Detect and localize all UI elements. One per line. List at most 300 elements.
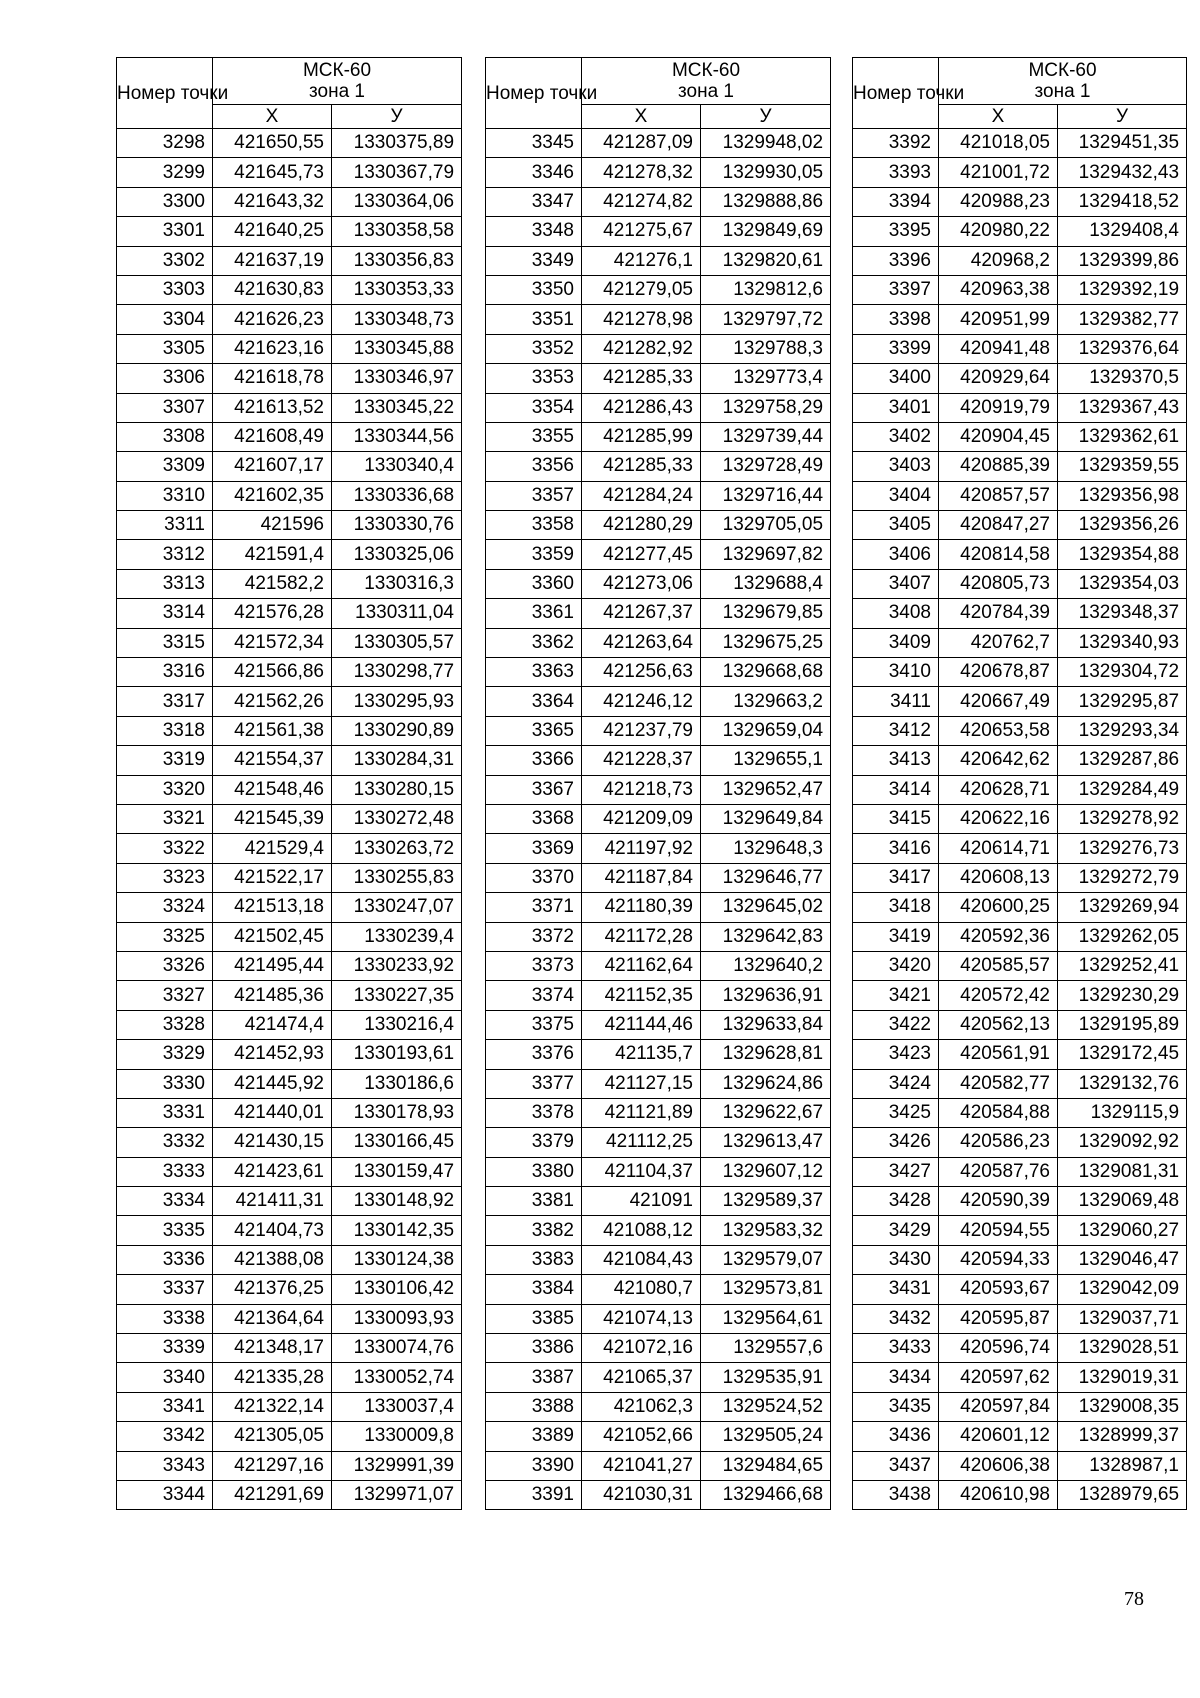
x-coordinate-cell: 421602,35 (213, 481, 332, 510)
x-coordinate-cell: 421209,09 (582, 804, 701, 833)
y-coordinate-cell: 1329640,2 (701, 951, 831, 980)
point-number-cell: 3377 (486, 1069, 582, 1098)
y-coordinate-cell: 1328979,65 (1058, 1480, 1187, 1509)
y-coordinate-cell: 1329304,72 (1058, 658, 1187, 687)
table-row (853, 217, 1187, 246)
point-number-cell: 3370 (486, 863, 582, 892)
x-coordinate-cell: 421297,16 (213, 1451, 332, 1480)
y-coordinate-cell: 1329359,55 (1058, 452, 1187, 481)
y-coordinate-cell: 1329028,51 (1058, 1334, 1187, 1363)
x-column-header: Х (213, 105, 332, 129)
point-number-cell: 3299 (117, 158, 213, 187)
x-coordinate-cell: 420597,84 (939, 1392, 1058, 1421)
x-coordinate-cell: 420951,99 (939, 305, 1058, 334)
y-coordinate-cell: 1330272,48 (332, 804, 462, 833)
y-column-header: У (332, 105, 462, 129)
point-number-cell: 3425 (853, 1098, 939, 1127)
table-row (486, 364, 831, 393)
table-row (486, 951, 831, 980)
point-number-cell: 3317 (117, 687, 213, 716)
point-number-cell: 3433 (853, 1334, 939, 1363)
table-row (117, 246, 462, 275)
y-coordinate-cell: 1329295,87 (1058, 687, 1187, 716)
point-number-cell: 3305 (117, 334, 213, 363)
point-number-header: Номер точки (486, 58, 582, 129)
x-coordinate-cell: 420968,2 (939, 246, 1058, 275)
x-coordinate-cell: 421218,73 (582, 775, 701, 804)
y-coordinate-cell: 1329132,76 (1058, 1069, 1187, 1098)
table-row (486, 569, 831, 598)
table-row (486, 275, 831, 304)
y-coordinate-cell: 1330186,6 (332, 1069, 462, 1098)
y-coordinate-cell: 1329287,86 (1058, 746, 1187, 775)
point-number-cell: 3318 (117, 716, 213, 745)
y-coordinate-cell: 1329849,69 (701, 217, 831, 246)
point-number-cell: 3309 (117, 452, 213, 481)
table-row (117, 687, 462, 716)
x-coordinate-cell: 421104,37 (582, 1157, 701, 1186)
x-coordinate-cell: 420572,42 (939, 981, 1058, 1010)
point-number-cell: 3413 (853, 746, 939, 775)
x-coordinate-cell: 421291,69 (213, 1480, 332, 1509)
y-coordinate-cell: 1330367,79 (332, 158, 462, 187)
x-coordinate-cell: 421637,19 (213, 246, 332, 275)
x-coordinate-cell: 421285,99 (582, 422, 701, 451)
table-row (853, 422, 1187, 451)
point-number-cell: 3401 (853, 393, 939, 422)
x-coordinate-cell: 421152,35 (582, 981, 701, 1010)
x-coordinate-cell: 421080,7 (582, 1275, 701, 1304)
y-coordinate-cell: 1329607,12 (701, 1157, 831, 1186)
table-row (853, 246, 1187, 275)
table-row (853, 981, 1187, 1010)
table-row (117, 1334, 462, 1363)
x-coordinate-cell: 420678,87 (939, 658, 1058, 687)
y-coordinate-cell: 1329042,09 (1058, 1275, 1187, 1304)
point-number-header: Номер точки (117, 58, 213, 129)
x-coordinate-cell: 421084,43 (582, 1245, 701, 1274)
table-row (117, 834, 462, 863)
table-row (853, 1480, 1187, 1509)
table-row (117, 129, 462, 158)
y-coordinate-cell: 1329758,29 (701, 393, 831, 422)
table-row (486, 305, 831, 334)
table-row (117, 1275, 462, 1304)
point-number-cell: 3399 (853, 334, 939, 363)
y-coordinate-cell: 1329633,84 (701, 1010, 831, 1039)
y-coordinate-cell: 1329589,37 (701, 1187, 831, 1216)
y-coordinate-cell: 1329354,03 (1058, 569, 1187, 598)
point-number-cell: 3409 (853, 628, 939, 657)
y-coordinate-cell: 1329557,6 (701, 1334, 831, 1363)
y-coordinate-cell: 1329728,49 (701, 452, 831, 481)
y-coordinate-cell: 1329797,72 (701, 305, 831, 334)
point-number-cell: 3338 (117, 1304, 213, 1333)
point-number-cell: 3406 (853, 540, 939, 569)
x-coordinate-cell: 421135,7 (582, 1040, 701, 1069)
point-number-cell: 3313 (117, 569, 213, 598)
point-number-cell: 3390 (486, 1451, 582, 1480)
table-row (853, 658, 1187, 687)
y-coordinate-cell: 1330142,35 (332, 1216, 462, 1245)
x-coordinate-cell: 420594,55 (939, 1216, 1058, 1245)
x-coordinate-cell: 420762,7 (939, 628, 1058, 657)
y-coordinate-cell: 1329376,64 (1058, 334, 1187, 363)
y-coordinate-cell: 1329645,02 (701, 893, 831, 922)
table-row (853, 1422, 1187, 1451)
y-coordinate-cell: 1329624,86 (701, 1069, 831, 1098)
x-coordinate-cell: 420585,57 (939, 951, 1058, 980)
x-coordinate-cell: 420988,23 (939, 187, 1058, 216)
x-coordinate-cell: 421650,55 (213, 129, 332, 158)
table-row (117, 1157, 462, 1186)
x-coordinate-cell: 420601,12 (939, 1422, 1058, 1451)
point-number-cell: 3408 (853, 599, 939, 628)
point-number-cell: 3376 (486, 1040, 582, 1069)
x-coordinate-cell: 421608,49 (213, 422, 332, 451)
table-row (853, 775, 1187, 804)
x-coordinate-cell: 421423,61 (213, 1157, 332, 1186)
point-number-cell: 3398 (853, 305, 939, 334)
point-number-cell: 3321 (117, 804, 213, 833)
y-coordinate-cell: 1329362,61 (1058, 422, 1187, 451)
table-row (853, 1010, 1187, 1039)
y-coordinate-cell: 1329408,4 (1058, 217, 1187, 246)
point-number-cell: 3356 (486, 452, 582, 481)
point-number-cell: 3411 (853, 687, 939, 716)
x-coordinate-cell: 420847,27 (939, 511, 1058, 540)
x-coordinate-cell: 420885,39 (939, 452, 1058, 481)
table-row (486, 452, 831, 481)
y-coordinate-cell: 1329697,82 (701, 540, 831, 569)
table-row (486, 1363, 831, 1392)
x-coordinate-cell: 420857,57 (939, 481, 1058, 510)
point-number-cell: 3417 (853, 863, 939, 892)
table-row (486, 1304, 831, 1333)
coordinate-system-label: МСК-60 (671, 60, 741, 81)
y-coordinate-cell: 1329252,41 (1058, 951, 1187, 980)
point-number-cell: 3345 (486, 129, 582, 158)
x-coordinate-cell: 421001,72 (939, 158, 1058, 187)
x-coordinate-cell: 421285,33 (582, 452, 701, 481)
table-row (117, 1304, 462, 1333)
point-number-cell: 3384 (486, 1275, 582, 1304)
point-number-cell: 3438 (853, 1480, 939, 1509)
point-number-cell: 3336 (117, 1245, 213, 1274)
table-row (117, 334, 462, 363)
table-row (486, 804, 831, 833)
table-row (853, 1304, 1187, 1333)
y-coordinate-cell: 1329451,35 (1058, 129, 1187, 158)
y-coordinate-cell: 1329370,5 (1058, 364, 1187, 393)
point-number-cell: 3393 (853, 158, 939, 187)
x-coordinate-cell: 421273,06 (582, 569, 701, 598)
table-row (117, 1363, 462, 1392)
y-coordinate-cell: 1329705,05 (701, 511, 831, 540)
point-number-cell: 3378 (486, 1098, 582, 1127)
point-number-cell: 3412 (853, 716, 939, 745)
x-coordinate-cell: 421561,38 (213, 716, 332, 745)
point-number-cell: 3372 (486, 922, 582, 951)
table-row (486, 1480, 831, 1509)
table-row (486, 687, 831, 716)
x-coordinate-cell: 421591,4 (213, 540, 332, 569)
y-coordinate-cell: 1329269,94 (1058, 893, 1187, 922)
x-coordinate-cell: 421364,64 (213, 1304, 332, 1333)
y-coordinate-cell: 1329278,92 (1058, 804, 1187, 833)
y-coordinate-cell: 1330364,06 (332, 187, 462, 216)
x-coordinate-cell: 421072,16 (582, 1334, 701, 1363)
x-coordinate-cell: 421576,28 (213, 599, 332, 628)
y-coordinate-cell: 1330316,3 (332, 569, 462, 598)
y-coordinate-cell: 1329060,27 (1058, 1216, 1187, 1245)
x-coordinate-cell: 420667,49 (939, 687, 1058, 716)
point-number-cell: 3330 (117, 1069, 213, 1098)
x-coordinate-cell: 421522,17 (213, 863, 332, 892)
point-number-cell: 3403 (853, 452, 939, 481)
table-row (486, 1128, 831, 1157)
table-row (853, 540, 1187, 569)
y-coordinate-cell: 1329579,07 (701, 1245, 831, 1274)
point-number-cell: 3380 (486, 1157, 582, 1186)
table-row (853, 305, 1187, 334)
point-number-cell: 3343 (117, 1451, 213, 1480)
y-coordinate-cell: 1329930,05 (701, 158, 831, 187)
y-coordinate-cell: 1329172,45 (1058, 1040, 1187, 1069)
y-coordinate-cell: 1330263,72 (332, 834, 462, 863)
y-coordinate-cell: 1329675,25 (701, 628, 831, 657)
y-coordinate-cell: 1328987,1 (1058, 1451, 1187, 1480)
x-coordinate-cell: 420596,74 (939, 1334, 1058, 1363)
x-coordinate-cell: 421091 (582, 1187, 701, 1216)
y-coordinate-cell: 1329948,02 (701, 129, 831, 158)
x-coordinate-cell: 421197,92 (582, 834, 701, 863)
point-number-cell: 3407 (853, 569, 939, 598)
x-coordinate-cell: 421287,09 (582, 129, 701, 158)
point-number-cell: 3302 (117, 246, 213, 275)
y-coordinate-cell: 1330247,07 (332, 893, 462, 922)
y-coordinate-cell: 1330037,4 (332, 1392, 462, 1421)
point-number-cell: 3367 (486, 775, 582, 804)
table-row (117, 863, 462, 892)
point-number-cell: 3333 (117, 1157, 213, 1186)
table-row (853, 1216, 1187, 1245)
point-number-cell: 3381 (486, 1187, 582, 1216)
y-coordinate-cell: 1330106,42 (332, 1275, 462, 1304)
point-number-cell: 3373 (486, 951, 582, 980)
point-number-cell: 3419 (853, 922, 939, 951)
table-row (853, 569, 1187, 598)
table-row (853, 922, 1187, 951)
y-coordinate-cell: 1330345,88 (332, 334, 462, 363)
point-number-cell: 3331 (117, 1098, 213, 1127)
coordinate-system-header (582, 58, 831, 105)
table-row (486, 511, 831, 540)
y-coordinate-cell: 1330336,68 (332, 481, 462, 510)
x-coordinate-cell: 421626,23 (213, 305, 332, 334)
y-coordinate-cell: 1329340,93 (1058, 628, 1187, 657)
x-coordinate-cell: 421256,63 (582, 658, 701, 687)
x-coordinate-cell: 421267,37 (582, 599, 701, 628)
x-coordinate-cell: 420608,13 (939, 863, 1058, 892)
zone-label: зона 1 (1034, 81, 1091, 102)
point-number-cell: 3424 (853, 1069, 939, 1098)
x-coordinate-cell: 421065,37 (582, 1363, 701, 1392)
x-coordinate-cell: 420784,39 (939, 599, 1058, 628)
y-coordinate-cell: 1329573,81 (701, 1275, 831, 1304)
x-coordinate-cell: 420814,58 (939, 540, 1058, 569)
x-coordinate-cell: 420597,62 (939, 1363, 1058, 1392)
point-number-cell: 3351 (486, 305, 582, 334)
table-row (117, 1392, 462, 1421)
y-coordinate-cell: 1329354,88 (1058, 540, 1187, 569)
y-coordinate-cell: 1329262,05 (1058, 922, 1187, 951)
point-number-cell: 3365 (486, 716, 582, 745)
table-row (486, 1069, 831, 1098)
table-row (117, 511, 462, 540)
table-row (117, 540, 462, 569)
x-coordinate-cell: 421030,31 (582, 1480, 701, 1509)
point-number-cell: 3379 (486, 1128, 582, 1157)
x-coordinate-cell: 421121,89 (582, 1098, 701, 1127)
y-coordinate-cell: 1330356,83 (332, 246, 462, 275)
y-coordinate-cell: 1329019,31 (1058, 1363, 1187, 1392)
point-number-cell: 3391 (486, 1480, 582, 1509)
table-row (117, 1480, 462, 1509)
table-row (486, 1040, 831, 1069)
x-coordinate-cell: 421572,34 (213, 628, 332, 657)
y-coordinate-cell: 1330159,47 (332, 1157, 462, 1186)
table-row (117, 1187, 462, 1216)
table-row (853, 687, 1187, 716)
point-number-cell: 3383 (486, 1245, 582, 1274)
x-coordinate-cell: 421322,14 (213, 1392, 332, 1421)
y-coordinate-cell: 1329991,39 (332, 1451, 462, 1480)
y-coordinate-cell: 1329679,85 (701, 599, 831, 628)
table-row (117, 158, 462, 187)
table-row (117, 981, 462, 1010)
point-number-cell: 3347 (486, 187, 582, 216)
y-coordinate-cell: 1330074,76 (332, 1334, 462, 1363)
point-number-cell: 3431 (853, 1275, 939, 1304)
table-row (117, 951, 462, 980)
y-coordinate-cell: 1329392,19 (1058, 275, 1187, 304)
table-row (117, 1069, 462, 1098)
x-coordinate-cell: 421645,73 (213, 158, 332, 187)
y-coordinate-cell: 1329739,44 (701, 422, 831, 451)
zone-label: зона 1 (678, 81, 734, 102)
point-number-cell: 3344 (117, 1480, 213, 1509)
table-row (117, 628, 462, 657)
coordinates-table-1 (116, 57, 462, 1510)
x-coordinate-cell: 421228,37 (582, 746, 701, 775)
point-number-cell: 3423 (853, 1040, 939, 1069)
x-coordinate-cell: 421376,25 (213, 1275, 332, 1304)
point-number-cell: 3342 (117, 1422, 213, 1451)
point-number-cell: 3410 (853, 658, 939, 687)
y-coordinate-cell: 1330166,45 (332, 1128, 462, 1157)
x-coordinate-cell: 421630,83 (213, 275, 332, 304)
point-number-cell: 3340 (117, 1363, 213, 1392)
point-number-cell: 3315 (117, 628, 213, 657)
table-row (117, 1245, 462, 1274)
x-coordinate-cell: 420628,71 (939, 775, 1058, 804)
point-number-cell: 3341 (117, 1392, 213, 1421)
y-coordinate-cell: 1330093,93 (332, 1304, 462, 1333)
point-number-cell: 3362 (486, 628, 582, 657)
x-coordinate-cell: 420642,62 (939, 746, 1058, 775)
table-row (486, 187, 831, 216)
x-coordinate-cell: 421548,46 (213, 775, 332, 804)
table-row (117, 1422, 462, 1451)
x-coordinate-cell: 420622,16 (939, 804, 1058, 833)
table-row (117, 364, 462, 393)
table-row (117, 422, 462, 451)
x-coordinate-cell: 421285,33 (582, 364, 701, 393)
point-number-cell: 3434 (853, 1363, 939, 1392)
y-coordinate-cell: 1330311,04 (332, 599, 462, 628)
table-row (117, 804, 462, 833)
y-coordinate-cell: 1329382,77 (1058, 305, 1187, 334)
point-number-cell: 3307 (117, 393, 213, 422)
y-coordinate-cell: 1330295,93 (332, 687, 462, 716)
table-row (486, 1392, 831, 1421)
x-coordinate-cell: 421274,82 (582, 187, 701, 216)
y-coordinate-cell: 1329622,67 (701, 1098, 831, 1127)
x-coordinate-cell: 421074,13 (582, 1304, 701, 1333)
point-number-cell: 3316 (117, 658, 213, 687)
point-number-cell: 3320 (117, 775, 213, 804)
y-coordinate-cell: 1329418,52 (1058, 187, 1187, 216)
x-coordinate-cell: 420919,79 (939, 393, 1058, 422)
table-row (853, 1040, 1187, 1069)
table-row (853, 1363, 1187, 1392)
y-coordinate-cell: 1330227,35 (332, 981, 462, 1010)
point-number-cell: 3346 (486, 158, 582, 187)
point-number-cell: 3303 (117, 275, 213, 304)
table-row (486, 393, 831, 422)
table-row (117, 658, 462, 687)
table-row (117, 1040, 462, 1069)
point-number-cell: 3335 (117, 1216, 213, 1245)
table-row (486, 746, 831, 775)
x-coordinate-cell: 421127,15 (582, 1069, 701, 1098)
y-coordinate-cell: 1329367,43 (1058, 393, 1187, 422)
x-coordinate-cell: 420980,22 (939, 217, 1058, 246)
table-row (853, 334, 1187, 363)
y-column-header: У (701, 105, 831, 129)
x-coordinate-cell: 420963,38 (939, 275, 1058, 304)
table-row (853, 364, 1187, 393)
y-coordinate-cell: 1329046,47 (1058, 1245, 1187, 1274)
coordinates-table-3 (852, 57, 1187, 1510)
table-row (486, 129, 831, 158)
x-coordinate-cell: 421278,32 (582, 158, 701, 187)
y-coordinate-cell: 1329636,91 (701, 981, 831, 1010)
point-number-cell: 3415 (853, 804, 939, 833)
x-coordinate-cell: 421263,64 (582, 628, 701, 657)
x-coordinate-cell: 421237,79 (582, 716, 701, 745)
y-coordinate-cell: 1329356,98 (1058, 481, 1187, 510)
table-row (486, 628, 831, 657)
point-number-cell: 3350 (486, 275, 582, 304)
y-coordinate-cell: 1330052,74 (332, 1363, 462, 1392)
point-number-cell: 3427 (853, 1157, 939, 1186)
table-row (486, 922, 831, 951)
table-row (853, 746, 1187, 775)
y-coordinate-cell: 1330148,92 (332, 1187, 462, 1216)
point-number-cell: 3310 (117, 481, 213, 510)
